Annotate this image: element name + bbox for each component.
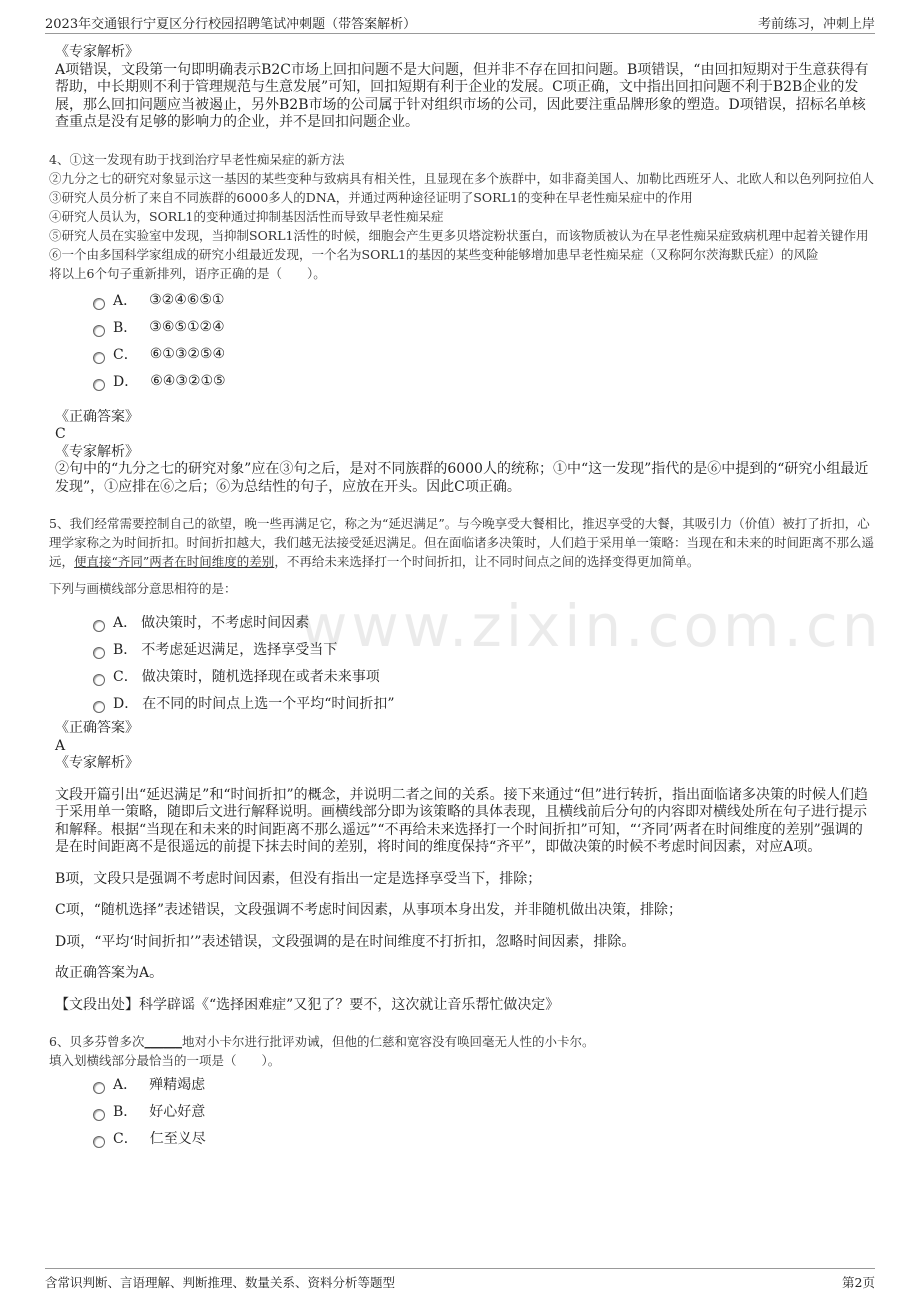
footer-topics: 含常识判断、言语理解、判断推理、数量关系、资料分析等题型 [45, 1275, 396, 1290]
q4-options [93, 287, 875, 395]
q5-answer-label: 《正确答案》 [55, 720, 139, 736]
radio-icon[interactable] [93, 1136, 105, 1148]
q5-analysis-p5: 故正确答案为A。 [55, 965, 164, 981]
q4-sentence-6: ⑥一个由多国科学家组成的研究小组最近发现，一个名为SORL1的基因的某些变种能够增加患早老性痴呆症（又称阿尔茨海默氏症）的风险 [49, 246, 819, 262]
q5-analysis-label: 《专家解析》 [55, 755, 139, 771]
q4-sentence-1: 4、①这一发现有助于找到治疗早老性痴呆症的新方法 [49, 151, 345, 167]
radio-icon[interactable] [93, 325, 105, 337]
page-header [45, 10, 875, 34]
q6-option-a[interactable]: A． 殚精竭虑 [93, 1070, 875, 1097]
q6-stem-2: 填入划横线部分最恰当的一项是（ ）。 [49, 1053, 281, 1068]
radio-icon[interactable] [93, 352, 105, 364]
radio-icon[interactable] [93, 674, 105, 686]
q5-options [93, 608, 875, 716]
q4-analysis: ②句中的“九分之七的研究对象”应在③句之后，是对不同族群的6000人的统称；①中“这一发现”指代的是⑥中提到的“研究小组最近发现”，①应排在⑥之后；⑥为总结性的句子，应放在开头。因此C项正确。 [55, 461, 869, 495]
q3-analysis-label: 《专家解析》 [55, 44, 139, 60]
q5-option-d[interactable]: D． 在不同的时间点上选一个平均“时间折扣” [93, 689, 875, 716]
q3-analysis: A项错误，文段第一句即明确表示B2C市场上回扣问题不是大问题，但并非不存在回扣问题。B项错误，“由回扣短期对于生意获得有帮助，中长期则不利于管理规范与生意发展”可知，回扣短期有利于企业的发展。C项正确，文中指出回扣问题不利于B2B企业的发展，那么回扣问题应当被遏止，另外B2B市场的公司属于针对组织市场的公司，因此要注重品牌形象的塑造。D项错误，招标名单核查重点是没有足够的影响力的企业，并不是回扣问题企业。 [55, 61, 869, 130]
q5-underlined-phrase: 便直接“齐同”两者在时间维度的差别 [74, 554, 275, 569]
q4-answer: C [55, 426, 66, 442]
q5-analysis-p3: C项，“随机选择”表述错误，文段强调不考虑时间因素，从事项本身出发，并非随机做出决策，排除； [55, 902, 683, 918]
q4-sentence-3: ③研究人员分析了来自不同族群的6000多人的DNA，并通过两种途径证明了SORL1的变种在早老性痴呆症中的作用 [49, 189, 693, 205]
page-content [49, 44, 875, 1151]
header-slogan: 考前练习，冲刺上岸 [757, 17, 875, 32]
q4-sentence-2: ②九分之七的研究对象显示这一基因的某些变种与致病具有相关性，且显现在多个族群中，如非裔美国人、加勒比西班牙人、北欧人和以色列阿拉伯人 [49, 170, 875, 186]
q5-source: 【文段出处】科学辟谣《“选择困难症”又犯了？要不，这次就让音乐帮忙做决定》 [55, 996, 560, 1013]
watermark: www.zixin.com.cn [300, 592, 883, 660]
q6-option-b[interactable]: B． 好心好意 [93, 1097, 875, 1124]
q6-option-c[interactable]: C． 仁至义尽 [93, 1124, 875, 1151]
q5-stem: 下列与画横线部分意思相符的是： [49, 581, 237, 596]
radio-icon[interactable] [93, 701, 105, 713]
radio-icon[interactable] [93, 379, 105, 391]
q5-analysis-p2: B项，文段只是强调不考虑时间因素，但没有指出一定是选择享受当下，排除； [55, 870, 542, 887]
q6-blank: ______ [144, 1034, 182, 1049]
q4-analysis-label: 《专家解析》 [55, 443, 139, 460]
page-footer [45, 1268, 875, 1290]
radio-icon[interactable] [93, 620, 105, 632]
q5-option-b[interactable]: B． 不考虑延迟满足，选择享受当下 [93, 635, 875, 662]
q5-option-c[interactable]: C． 做决策时，随机选择现在或者未来事项 [93, 662, 875, 689]
q4-option-d[interactable]: D． ⑥④③②①⑤ [93, 368, 875, 395]
q5-option-a[interactable]: A． 做决策时，不考虑时间因素 [93, 608, 875, 635]
q4-option-b[interactable]: B． ③⑥⑤①②④ [93, 314, 875, 341]
q5-analysis-p4: D项，“平均‘时间折扣’”表述错误，文段强调的是在时间维度不打折扣，忽略时间因素，排除。 [55, 933, 636, 950]
q4-sentence-4: ④研究人员认为，SORL1的变种通过抑制基因活性而导致早老性痴呆症 [49, 208, 444, 224]
q6-stem: 6、贝多芬曾多次______地对小卡尔进行批评劝诫，但他的仁慈和宽容没有唤回毫无人性的小卡尔。 [49, 1034, 595, 1049]
q4-answer-label: 《正确答案》 [55, 408, 139, 425]
q4-option-a[interactable]: A． ③②④⑥⑤① [93, 287, 875, 314]
q5-passage: 5、我们经常需要控制自己的欲望，晚一些再满足它，称之为“延迟满足”。与今晚享受大餐相比，推迟享受的大餐，其吸引力（价值）被打了折扣，心理学家称之为时间折扣。时间折扣越大，我们越无法接受延迟满足。但在面临诸多决策时，人们趋于采用单一策略：当现在和未来的时间距离不那么遥远，便直接“齐同”两者在时间维度的差别，不再给未来选择打一个时间折扣，让不同时间点之间的选择变得更加简单。 [49, 516, 875, 569]
q4-sentence-5: ⑤研究人员在实验室中发现，当抑制SORL1活性的时候，细胞会产生更多贝塔淀粉状蛋白，而该物质被认为在早老性痴呆症致病机理中起着关键作用 [49, 227, 869, 243]
radio-icon[interactable] [93, 298, 105, 310]
q5-answer: A [55, 737, 66, 754]
page-number: 第2页 [842, 1275, 875, 1290]
q6-options [93, 1070, 875, 1151]
radio-icon[interactable] [93, 1109, 105, 1121]
q4-option-c[interactable]: C． ⑥①③②⑤④ [93, 341, 875, 368]
q4-stem: 将以上6个句子重新排列，语序正确的是（ ）。 [49, 265, 326, 281]
radio-icon[interactable] [93, 647, 105, 659]
q5-analysis-p1: 文段开篇引出“延迟满足”和“时间折扣”的概念，并说明二者之间的关系。接下来通过“但”进行转折，指出面临诸多决策的时候人们趋于采用单一策略，随即后文进行解释说明。画横线部分即为该策略的具体表现，且横线前后分句的内容即对横线处所在句子进行提示和解释。根据“当现在和未来的时间距离不那么遥远”“不再给未来选择打一个时间折扣”可知，“‘齐同’两者在时间维度的差别”强调的是在时间距离不是很遥远的前提下抹去时间的差别，将时间的维度保持“齐平”，即做决策的时候不考虑时间因素，对应A项。 [55, 786, 868, 855]
radio-icon[interactable] [93, 1082, 105, 1094]
header-title: 2023年交通银行宁夏区分行校园招聘笔试冲刺题（带答案解析） [45, 17, 417, 32]
